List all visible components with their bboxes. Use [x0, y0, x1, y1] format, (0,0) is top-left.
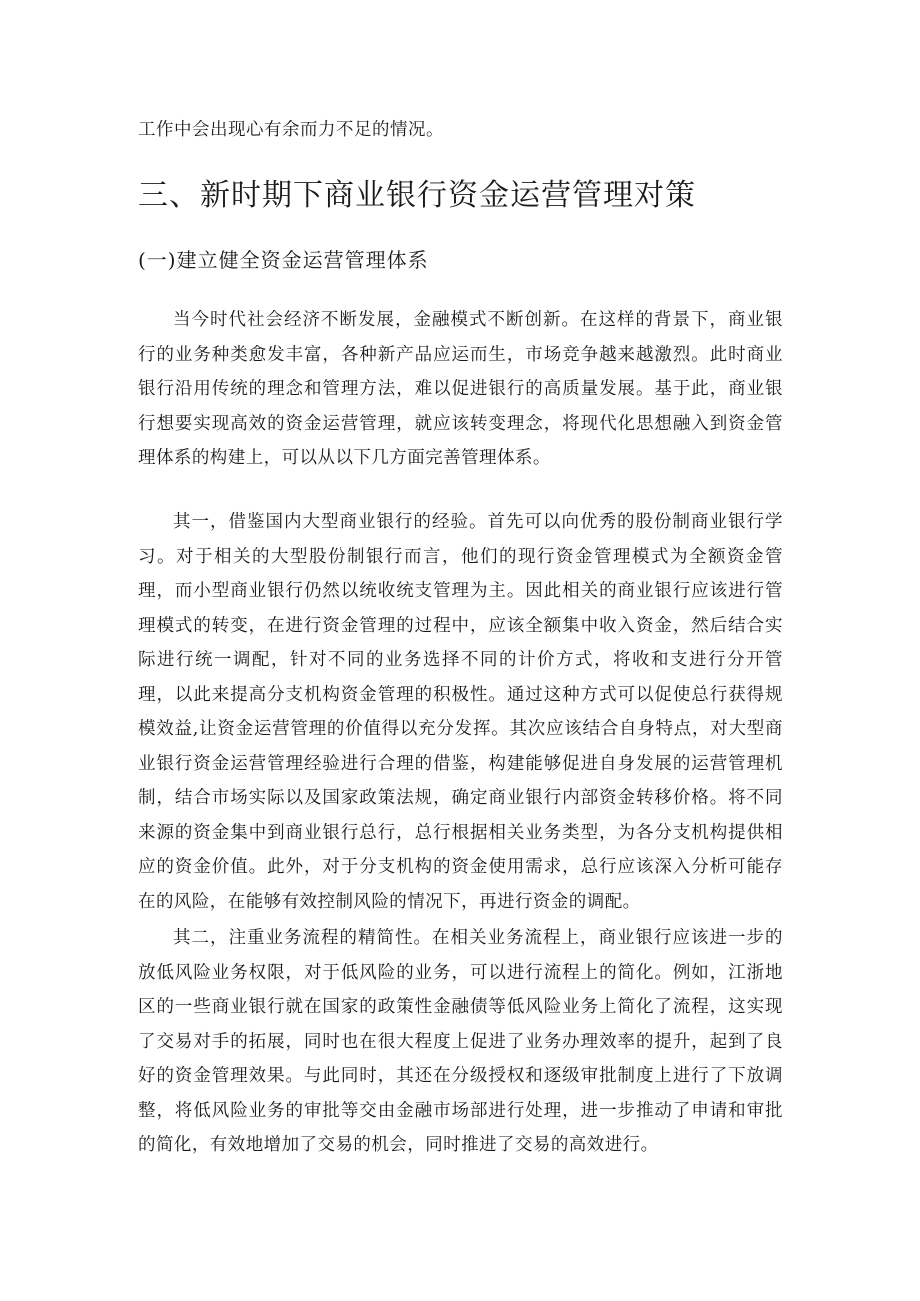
- body-paragraph-1: 当今时代社会经济不断发展，金融模式不断创新。在这样的背景下，商业银行的业务种类愈发丰富，各种新产品应运而生，市场竞争越来越激烈。此时商业银行沿用传统的理念和管理方法，难以促进银行的高质量发展。基于此，商业银行想要实现高效的资金运营管理，就应该转变理念，将现代化思想融入到资金管理体系的构建上，可以从以下几方面完善管理体系。: [138, 310, 783, 468]
- body-paragraph-3: 其二，注重业务流程的精简性。在相关业务流程上，商业银行应该进一步的放低风险业务权限，对于低风险的业务，可以进行流程上的简化。例如，江浙地区的一些商业银行就在国家的政策性金融债等低风险业务上简化了流程，这实现了交易对手的拓展，同时也在很大程度上促进了业务办理效率的提升，起到了良好的资金管理效果。与此同时，其还在分级授权和逐级审批制度上进行了下放调整，将低风险业务的审批等交由金融市场部进行处理，进一步推动了申请和审批的简化，有效地增加了交易的机会，同时推进了交易的高效进行。: [138, 928, 783, 1155]
- body-paragraph-2: 其一，借鉴国内大型商业银行的经验。首先可以向优秀的股份制商业银行学习。对于相关的大型股份制银行而言，他们的现行资金管理模式为全额资金管理，而小型商业银行仍然以统收统支管理为主。因此相关的商业银行应该进行管理模式的转变，在进行资金管理的过程中，应该全额集中收入资金，然后结合实际进行统一调配，针对不同的业务选择不同的计价方式，将收和支进行分开管理，以此来提高分支机构资金管理的积极性。通过这种方式可以促使总行获得规模效益,让资金运营管理的价值得以充分发挥。其次应该结合自身特点，对大型商业银行资金运营管理经验进行合理的借鉴，构建能够促进自身发展的运营管理机制，结合市场实际以及国家政策法规，确定商业银行内部资金转移价格。将不同来源的资金集中到商业银行总行，总行根据相关业务类型，为各分支机构提供相应的资金价值。此外，对于分支机构的资金使用需求，总行应该深入分析可能存在的风险，在能够有效控制风险的情况下，再进行资金的调配。: [138, 512, 783, 912]
- subsection-heading: (一)建立健全资金运营管理体系: [138, 248, 429, 272]
- section-heading: 三、新时期下商业银行资金运营管理对策: [138, 178, 696, 213]
- continuation-line: 工作中会出现心有余而力不足的情况。: [138, 120, 444, 140]
